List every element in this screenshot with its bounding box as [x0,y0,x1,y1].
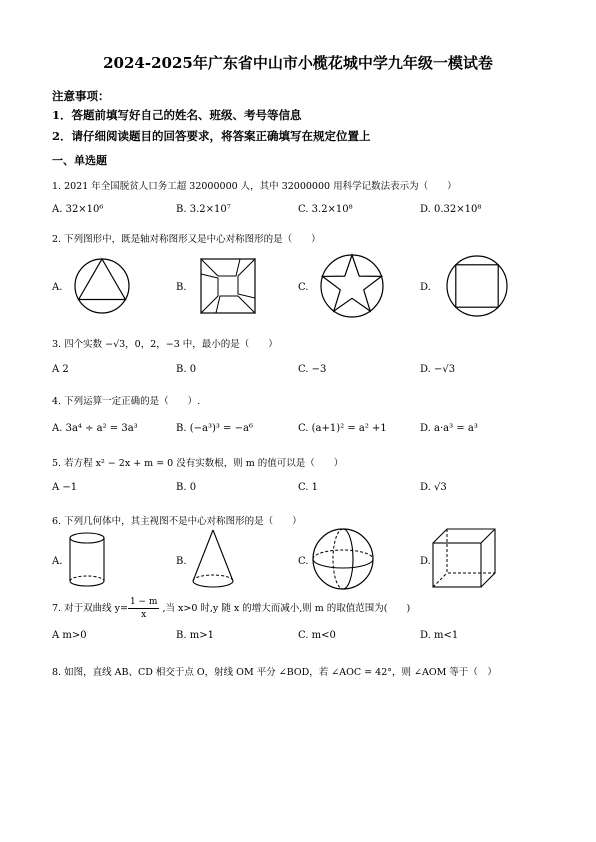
question-7-stem-suffix: ,当 x>0 时,y 随 x 的增大而减小,则 m 的取值范围为( ) [159,603,411,614]
circle-square-figure [444,253,510,319]
cube-figure [430,526,498,590]
question-3-option-a: A 2 [52,364,69,375]
fraction [128,596,160,621]
question-3-option-d: D. −√3 [420,364,456,375]
question-3-option-c: C. −3 [298,364,327,375]
question-6-option-d: D. [420,556,431,567]
question-4-option-a: A. 3a⁴ ÷ a² = 3a³ [52,423,138,434]
question-5-stem: 5. 若方程 x² − 2x + m = 0 没有实数根，则 m 的值可以是（ ） [52,458,344,469]
notice-heading: 注意事项： [52,89,110,103]
notice-item-2: 2．请仔细阅读题目的回答要求，将答案正确填写在规定位置上 [52,129,371,143]
question-1-option-d: D. 0.32×10⁸ [420,204,482,215]
question-5-option-d: D. √3 [420,482,447,493]
circle-triangle-figure [72,256,132,316]
question-1-option-a: A. 32×10⁶ [52,204,104,215]
question-5-option-c: C. 1 [298,482,319,493]
circle-star-figure [318,252,386,320]
cone-figure [190,527,236,591]
question-3-option-b: B. 0 [176,364,197,375]
question-8-stem: 8. 如图，直线 AB、CD 相交于点 O，射线 OM 平分 ∠BOD，若 ∠AOC = 42°，则 ∠AOM 等于（ ） [52,667,497,678]
question-3-stem: 3. 四个实数 −√3，0，2，−3 中，最小的是（ ） [52,339,278,350]
question-4-option-c: C. (a+1)² = a² +1 [298,423,387,434]
question-4-option-b: B. (−a³)³ = −a⁶ [176,423,253,434]
question-4-stem: 4. 下列运算一定正确的是（ ）. [52,396,201,407]
question-4-option-d: D. a·a³ = a³ [420,423,478,434]
question-2-option-c: C. [298,282,309,293]
question-2-option-d: D. [420,282,431,293]
notice-item-1: 1．答题前填写好自己的姓名、班级、考号等信息 [52,108,302,122]
question-7-stem-prefix: 7. 对于双曲线 y= [52,603,128,614]
question-5-option-b: B. 0 [176,482,197,493]
question-7-option-d: D. m<1 [420,630,459,641]
fraction-denominator: x [141,610,147,620]
cylinder-figure [66,530,108,590]
question-2-option-a: A. [52,282,63,293]
question-6-stem: 6. 下列几何体中，其主视图不是中心对称图形的是（ ） [52,516,302,527]
question-7-option-c: C. m<0 [298,630,336,641]
question-6-option-b: B. [176,556,187,567]
question-1-stem: 1. 2021 年全国脱贫人口务工超 32000000 人，其中 32000000 用科学记数法表示为（ ） [52,181,457,192]
question-5-option-a: A −1 [52,482,78,493]
question-2-stem: 2. 下列图形中，既是轴对称图形又是中心对称图形的是（ ） [52,234,321,245]
question-7-option-a: A m>0 [52,630,87,641]
sphere-figure [310,526,376,592]
section-heading: 一、单选题 [52,154,107,167]
question-6-option-a: A. [52,556,63,567]
pinwheel-square-figure [198,256,258,316]
fraction-numerator: 1 − m [129,597,158,607]
question-1-option-b: B. 3.2×10⁷ [176,204,231,215]
question-7-stem [52,596,410,621]
question-1-option-c: C. 3.2×10⁸ [298,204,353,215]
question-2-option-b: B. [176,282,187,293]
question-6-option-c: C. [298,556,309,567]
page-title: 2024-2025年广东省中山市小榄花城中学九年级一模试卷 [103,54,493,72]
question-7-option-b: B. m>1 [176,630,214,641]
